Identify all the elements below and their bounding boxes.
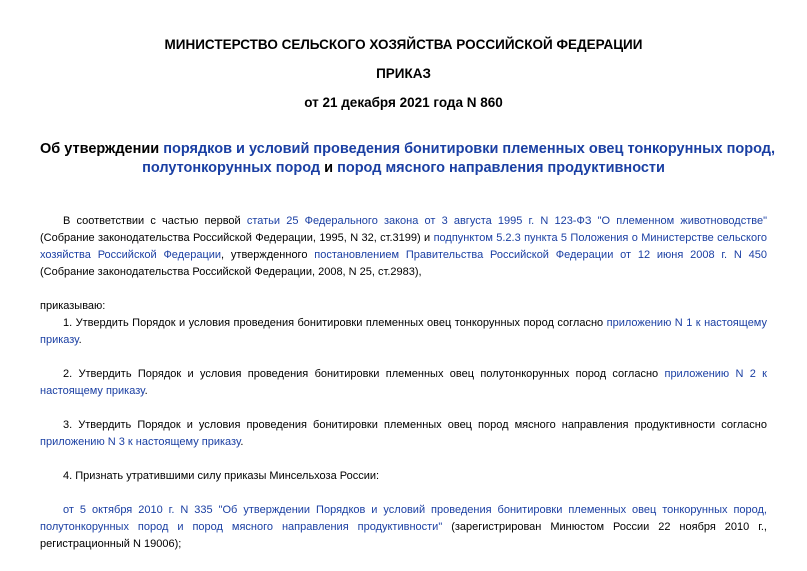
preamble-text-2: (Собрание законодательства Российской Федерации, 1995, N 32, ст.3199) и <box>40 232 434 244</box>
title-link-meat-breeds[interactable]: пород мясного направления продуктивности <box>337 160 665 176</box>
item-1-text: 1. Утвердить Порядок и условия проведения бонитировки племенных овец тонкорунных пород согласно <box>63 317 607 329</box>
link-repealed-order-335[interactable]: от 5 октября 2010 г. N 335 "Об утверждении Порядков и условий проведения бонитировки племенных овец тонкорунных пород, полутонкорунных пород и пород мясного направления продуктивности" <box>40 504 767 533</box>
item-3-end: . <box>240 436 244 448</box>
link-government-resolution[interactable]: постановлением Правительства Российской Федерации от 12 июня 2008 г. N 450 <box>314 249 767 261</box>
item-1-end: . <box>78 334 82 346</box>
preamble-text-3: , утвержденного <box>221 249 315 261</box>
document-body <box>40 213 767 553</box>
repealed-order-paragraph <box>40 502 767 553</box>
item-2-text: 2. Утвердить Порядок и условия проведения бонитировки племенных овец полутонкорунных пород согласно <box>63 368 665 380</box>
ministry-name: МИНИСТЕРСТВО СЕЛЬСКОГО ХОЗЯЙСТВА РОССИЙСКОЙ ФЕДЕРАЦИИ <box>164 37 643 52</box>
order-type: ПРИКАЗ <box>376 66 431 81</box>
spacer <box>40 451 767 468</box>
order-item-2 <box>40 366 767 400</box>
link-appendix-1[interactable]: приложению N 1 к настоящему приказу <box>40 317 767 346</box>
order-item-3 <box>40 417 767 451</box>
order-date: от 21 декабря 2021 года N 860 <box>304 95 503 110</box>
link-appendix-3[interactable]: приложению N 3 к настоящему приказу <box>40 436 241 448</box>
spacer <box>40 281 767 298</box>
order-word: приказываю: <box>40 300 106 312</box>
spacer <box>40 485 767 502</box>
item-2-end: . <box>144 385 148 397</box>
link-federal-law-article-25[interactable]: статьи 25 Федерального закона от 3 августа 1995 г. N 123-ФЗ "О племенном животноводстве" <box>246 215 768 227</box>
item-3-text: 3. Утвердить Порядок и условия проведения бонитировки племенных овец пород мясного направления продуктивности согласно <box>63 419 767 431</box>
repealed-order-registration: (зарегистрирован Минюстом России 22 ноября 2010 г., регистрационный N 19006); <box>40 521 767 550</box>
title-middle: и <box>320 160 338 176</box>
preamble-paragraph <box>40 213 767 281</box>
link-appendix-2[interactable]: приложению N 2 к настоящему приказу <box>40 368 767 397</box>
title-link-procedures[interactable]: порядков и условий проведения бонитировки племенных овец тонкорунных пород, <box>163 141 775 157</box>
spacer <box>40 349 767 366</box>
title-line-2 <box>40 159 767 178</box>
preamble-text-1: В соответствии с частью первой <box>63 215 247 227</box>
link-ministry-regulation[interactable]: подпунктом 5.2.3 пункта 5 Положения о Министерстве сельского хозяйства Российской Федерации <box>40 232 767 261</box>
document-title <box>40 140 775 178</box>
order-item-1 <box>40 315 767 349</box>
title-prefix: Об утверждении <box>40 141 164 157</box>
title-link-semi-fine-wool[interactable]: полутонкорунных пород <box>142 160 321 176</box>
spacer <box>40 400 767 417</box>
order-item-4: 4. Признать утратившими силу приказы Минсельхоза России: <box>63 470 380 482</box>
title-line-1 <box>40 140 775 159</box>
preamble-text-4: (Собрание законодательства Российской Федерации, 2008, N 25, ст.2983), <box>40 266 422 278</box>
